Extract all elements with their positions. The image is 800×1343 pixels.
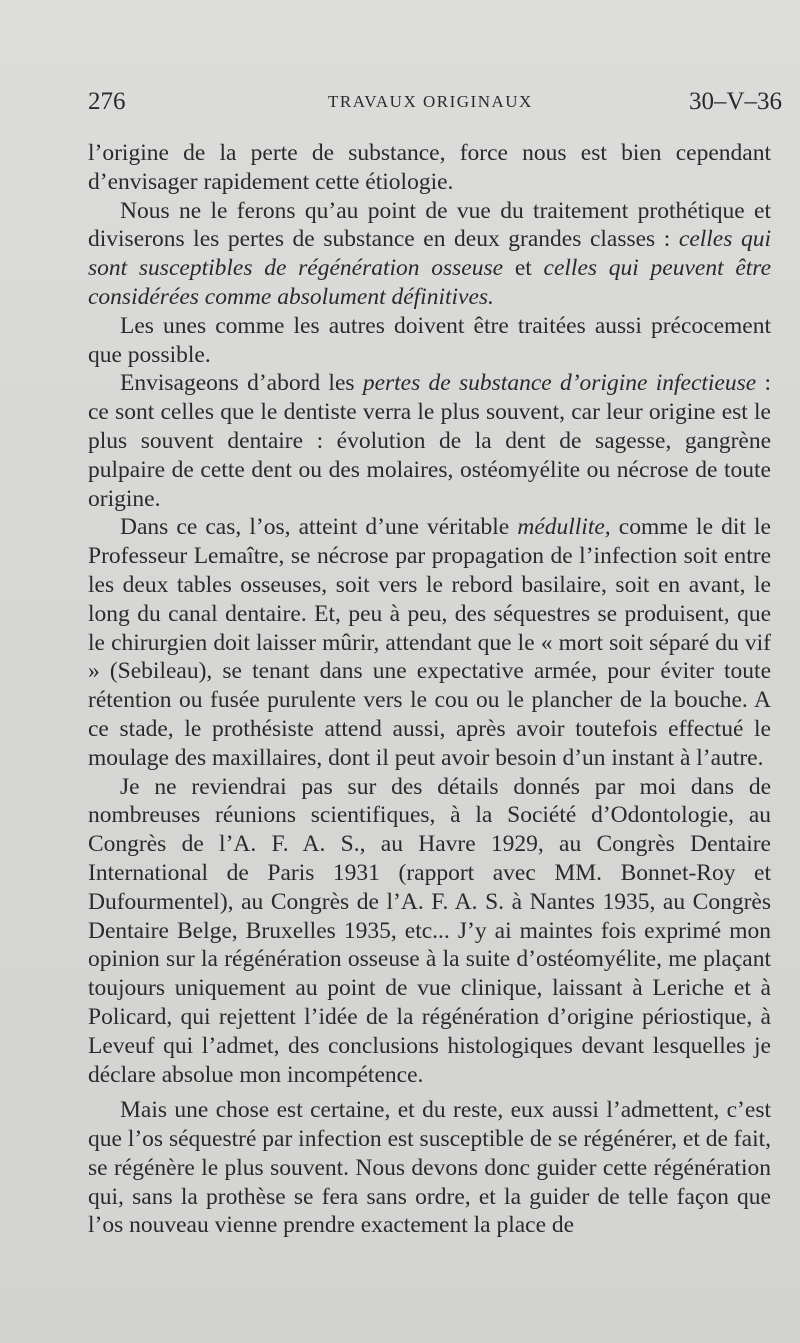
page-number: 276 [88, 88, 126, 115]
italic-text-run: celles qui sont susceptibles de régénération osseuse [88, 226, 771, 282]
italic-text-run: médullite, [517, 514, 611, 541]
body-text [88, 139, 771, 1240]
running-title: TRAVAUX ORIGINAUX [328, 92, 533, 111]
italic-text-run: pertes de substance d’origine infectieuse [362, 370, 757, 397]
paragraph-1 [88, 139, 771, 197]
issue-date: 30–V–36 [688, 88, 782, 115]
paragraph-7 [88, 1096, 771, 1240]
text-run: et [503, 255, 544, 282]
paragraph-2 [88, 197, 771, 312]
text-run: l’origine de la perte de substance, force nous est bien cependant d’envisager rapidement cette étiologie. [88, 140, 771, 195]
text-run: Je ne reviendrai pas sur des détails donnés par moi dans de nombreuses réunions scientifiques, à la Société d’Odontologie, au Congrès de l’A. F. A. S., au Havre 1929, au Congrès Dentaire International de Paris 1931 (rapport avec MM. Bonnet-Roy et Dufourmentel), au Congrès de l’A. F. A. S. à Nantes 1935, au Congrès Dentaire Belge, Bruxelles 1935, etc... J’y ai maintes fois exprimé mon opinion sur la régénération osseuse à la suite d’ostéomyélite, me plaçant toujours uniquement au point de vue clinique, laissant à Leriche et à Policard, qui rejettent l’idée de la régénération d’origine périostique, à Leveuf qui l’admet, des conclusions histologiques devant lesquelles je déclare absolue mon incompétence. [88, 773, 771, 1088]
text-run: Dans ce cas, l’os, atteint d’une véritable [120, 514, 518, 541]
page-header [88, 88, 782, 120]
text-run: Les unes comme les autres doivent être traitées aussi précocement que possible. [88, 312, 771, 368]
italic-text-run: celles qui peuvent être considérées comme absolument définitives. [88, 255, 772, 310]
paragraph-4 [88, 369, 771, 513]
paragraph-3 [88, 312, 771, 370]
text-run: Mais une chose est certaine, et du reste, eux aussi l’admettent, c’est que l’os séquestré par infection est susceptible de se régénérer, et de fait, se régénère le plus souvent. Nous devons donc guider cette régénération qui, sans la prothèse se fera sans ordre, et la guider de telle façon que l’os nouveau vienne prendre exactement la place de [88, 1097, 771, 1239]
paragraph-6 [88, 773, 771, 1090]
text-run: : ce sont celles que le dentiste verra le plus souvent, car leur origine est le plus souvent dentaire : évolution de la dent de sagesse, gangrène pulpaire de cette dent ou des molaires, ostéomyélite ou nécrose de toute origine. [88, 370, 771, 512]
paragraph-5 [88, 513, 771, 772]
text-run: Nous ne le ferons qu’au point de vue du traitement prothétique et diviserons les pertes de substance en deux grandes classes : [88, 197, 771, 253]
text-run: Envisageons d’abord les [120, 370, 363, 397]
text-run: comme le dit le Professeur Lemaître, se nécrose par propagation de l’infection soit entre les deux tables osseuses, soit vers le rebord basilaire, soit en avant, le long du canal dentaire. Et, peu à peu, des séquestres se produisent, que le chirurgien doit laisser mûrir, attendant que le « mort soit séparé du vif » (Sebileau), se tenant dans une expectative armée, pour éviter toute rétention ou fusée purulente vers le cou ou le plancher de la bouche. A ce stade, le prothésiste attend aussi, après avoir toutefois effectué le moulage des maxillaires, dont il peut avoir besoin d’un instant à l’autre. [88, 514, 771, 771]
